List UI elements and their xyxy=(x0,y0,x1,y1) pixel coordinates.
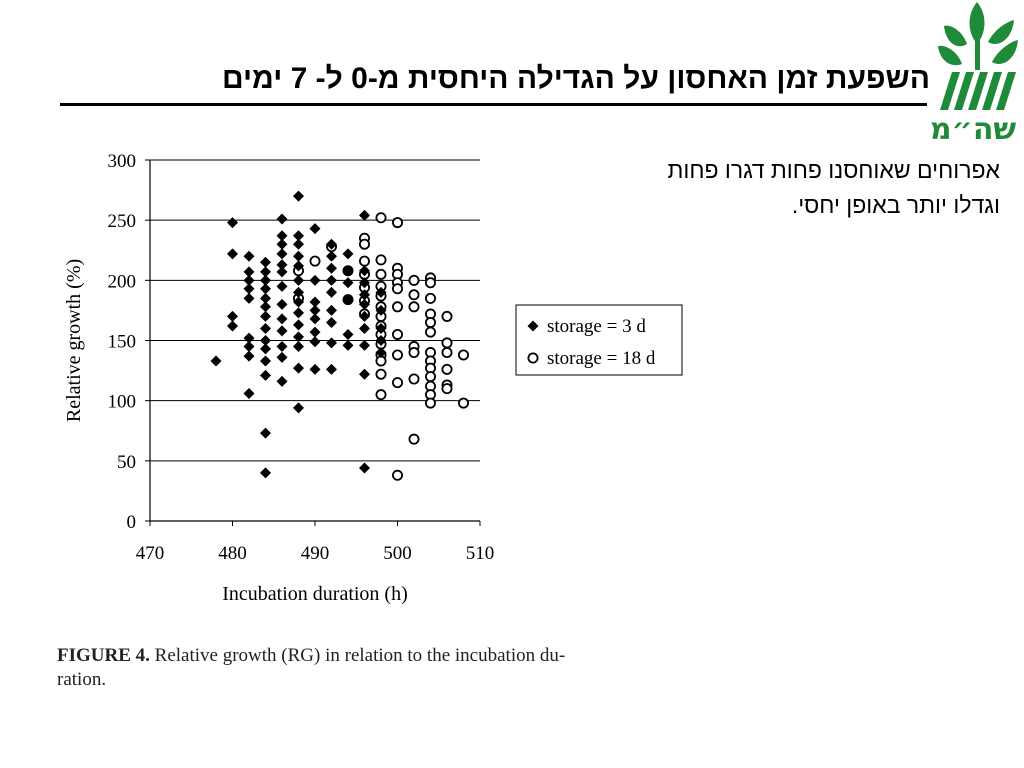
data-point-3d xyxy=(310,364,321,375)
data-point-18d xyxy=(376,370,385,379)
y-tick-label: 0 xyxy=(126,512,136,533)
legend-label: storage = 3 d xyxy=(547,316,646,337)
figure-caption xyxy=(57,644,697,692)
data-point-18d xyxy=(442,348,451,357)
caption-label: FIGURE 4. xyxy=(57,645,150,666)
y-tick-label: 300 xyxy=(107,151,136,172)
data-point-3d xyxy=(293,363,304,374)
data-point-3d xyxy=(326,275,337,286)
data-point-3d xyxy=(260,311,271,322)
data-point-18d xyxy=(376,213,385,222)
data-point-3d xyxy=(359,369,370,380)
data-point-18d xyxy=(409,290,418,299)
legend xyxy=(516,305,682,375)
data-point-3d xyxy=(359,340,370,351)
data-point-3d xyxy=(326,287,337,298)
data-point-3d xyxy=(227,248,238,259)
x-axis-label: Incubation duration (h) xyxy=(222,583,408,605)
data-point-18d xyxy=(360,240,369,249)
data-point-3d xyxy=(326,364,337,375)
legend-label: storage = 18 d xyxy=(547,348,656,369)
data-point-3d xyxy=(277,266,288,277)
data-point-18d xyxy=(528,353,537,362)
data-point-18d xyxy=(409,374,418,383)
data-point-3d xyxy=(293,239,304,250)
data-point-18d xyxy=(393,302,402,311)
data-point-3d xyxy=(244,341,255,352)
data-point-18d xyxy=(442,365,451,374)
data-point-3d xyxy=(227,311,238,322)
data-point-18d xyxy=(459,350,468,359)
data-point-3d xyxy=(293,251,304,262)
data-point-18d xyxy=(393,330,402,339)
x-tick-label: 510 xyxy=(465,543,495,564)
data-point-3d xyxy=(277,341,288,352)
data-point-3d xyxy=(260,343,271,354)
data-point-3d xyxy=(343,340,354,351)
data-point-3d xyxy=(326,263,337,274)
data-point-3d xyxy=(359,210,370,221)
x-tick-label: 490 xyxy=(300,543,330,564)
data-point-3d xyxy=(260,283,271,294)
data-point-3d xyxy=(260,301,271,312)
data-point-3d xyxy=(326,317,337,328)
data-point-3d xyxy=(310,275,321,286)
slide-title: השפעת זמן האחסון על הגדילה היחסית מ-0 ל- 7 ימים xyxy=(221,62,930,95)
logo-text: שה״מ xyxy=(929,112,1017,147)
data-points xyxy=(211,191,469,480)
data-point-3d xyxy=(310,336,321,347)
data-point-3d xyxy=(277,213,288,224)
data-point-3d xyxy=(211,355,222,366)
data-point-3d xyxy=(277,239,288,250)
data-point-3d xyxy=(227,321,238,332)
data-point-3d xyxy=(244,388,255,399)
data-point-18d xyxy=(409,348,418,357)
data-point-3d xyxy=(293,319,304,330)
data-point-18d xyxy=(426,278,435,287)
data-point-3d xyxy=(326,305,337,316)
data-point-18d xyxy=(393,378,402,387)
data-point-18d xyxy=(376,390,385,399)
data-point-3d xyxy=(326,251,337,262)
data-point-18d xyxy=(393,284,402,293)
caption-text-cont: ration. xyxy=(57,669,107,690)
data-point-3d xyxy=(260,370,271,381)
data-point-3d xyxy=(277,376,288,387)
data-point-18d xyxy=(426,318,435,327)
x-tick-label: 470 xyxy=(135,543,165,564)
data-point-3d xyxy=(293,341,304,352)
data-point-3d xyxy=(343,277,354,288)
data-point-3d xyxy=(293,275,304,286)
data-point-3d xyxy=(277,281,288,292)
data-point-3d xyxy=(277,299,288,310)
caption-text: Relative growth (RG) in relation to the incubation du- xyxy=(154,645,566,666)
data-point-3d xyxy=(227,217,238,228)
note-line: וגדלו יותר באופן יחסי. xyxy=(791,192,1000,218)
data-point-3d xyxy=(277,313,288,324)
data-point-18d xyxy=(393,218,402,227)
y-tick-label: 100 xyxy=(107,391,136,413)
data-point-18d xyxy=(442,384,451,393)
data-point-3d xyxy=(244,251,255,262)
data-point-3d xyxy=(293,307,304,318)
data-point-3d xyxy=(260,428,271,439)
data-point-3d xyxy=(260,257,271,268)
data-point-3d xyxy=(326,337,337,348)
data-point-3d xyxy=(244,283,255,294)
data-point-3d xyxy=(310,223,321,234)
data-point-3d xyxy=(343,329,354,340)
data-point-3d xyxy=(260,323,271,334)
y-tick-label: 50 xyxy=(117,451,136,473)
y-tick-label: 200 xyxy=(107,271,136,293)
data-point-3d xyxy=(310,327,321,338)
data-point-18d xyxy=(426,327,435,336)
data-point-3d xyxy=(310,313,321,324)
data-point-18d xyxy=(409,302,418,311)
data-point-3d xyxy=(244,293,255,304)
data-point-18d xyxy=(409,276,418,285)
data-point-18d xyxy=(442,312,451,321)
data-point-18d xyxy=(426,294,435,303)
y-tick-label: 150 xyxy=(107,331,136,353)
data-point-18d xyxy=(426,372,435,381)
data-point-3d xyxy=(260,355,271,366)
data-point-18d xyxy=(409,435,418,444)
data-point-3d xyxy=(359,463,370,474)
data-point-18d xyxy=(376,255,385,264)
y-tick-label: 250 xyxy=(107,211,136,233)
data-point-18d xyxy=(310,256,319,265)
data-point-3d xyxy=(244,351,255,362)
data-point-18d xyxy=(360,256,369,265)
note-line: אפרוחים שאוחסנו פחות דגרו פחות xyxy=(667,157,1000,183)
x-tick-label: 500 xyxy=(383,543,412,564)
data-point-18d xyxy=(393,350,402,359)
data-point-3d xyxy=(277,248,288,259)
data-point-3d xyxy=(277,352,288,363)
data-point-18d xyxy=(426,398,435,407)
data-point-18d xyxy=(393,471,402,480)
scatter-chart xyxy=(40,130,700,620)
data-point-3d xyxy=(343,248,354,259)
data-point-3d xyxy=(293,402,304,413)
data-point-18d xyxy=(459,398,468,407)
data-point-18d xyxy=(442,338,451,347)
data-point-3d xyxy=(293,191,304,202)
data-point-3d xyxy=(260,467,271,478)
x-tick-label: 480 xyxy=(218,543,247,564)
data-point-3d xyxy=(277,325,288,336)
title-underline xyxy=(60,103,927,106)
data-point-18d xyxy=(376,270,385,279)
y-axis-label: Relative growth (%) xyxy=(63,258,85,423)
data-point-3d xyxy=(359,323,370,334)
